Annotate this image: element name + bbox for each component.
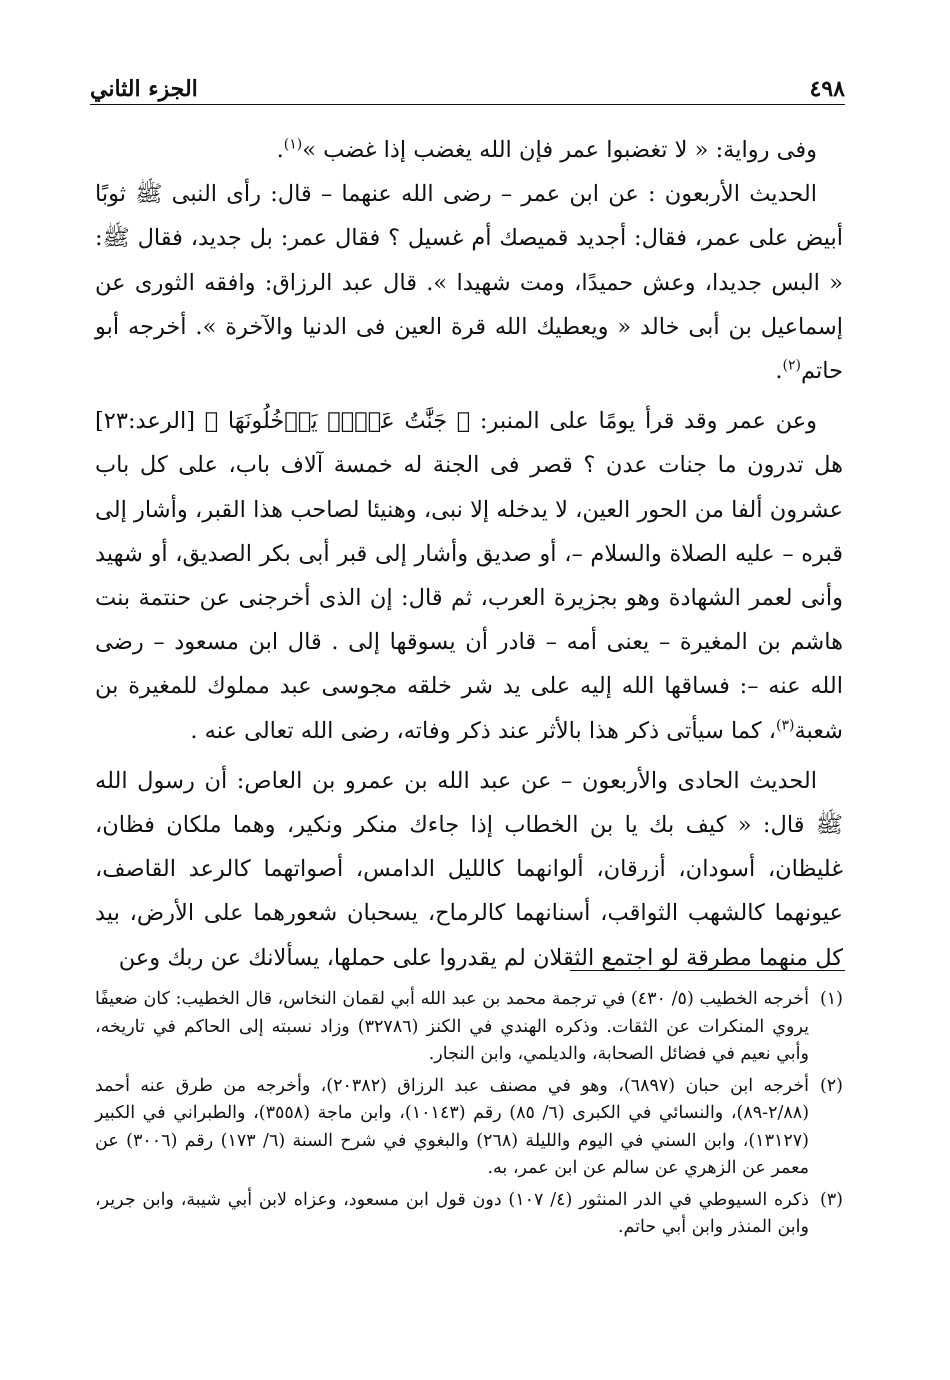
footnote-ref: (٢)	[782, 357, 801, 374]
page-number: ٤٩٨	[809, 76, 845, 102]
paragraph	[95, 759, 843, 980]
paragraph	[95, 399, 843, 753]
header-rule	[90, 104, 845, 105]
footnote-number: (٢)	[819, 1075, 843, 1096]
paragraph-text-after: .	[775, 358, 783, 385]
paragraph-text: وفى رواية: « لا تغضبوا عمر فإن الله يغضب إذا غضب »	[302, 137, 817, 163]
page-header	[90, 62, 845, 102]
footnote	[95, 986, 843, 1069]
main-text	[95, 128, 843, 980]
footnote-number: (٣)	[819, 1189, 843, 1210]
paragraph	[95, 128, 843, 172]
running-title: الجزء الثاني	[90, 76, 198, 102]
footnote	[95, 1187, 843, 1242]
paragraph-text-after: ، كما سيأتى ذكر هذا بالأثر عند ذكر وفاته، رضى الله تعالى عنه .	[190, 717, 776, 744]
footnote-text: ذكره السيوطي في الدر المنثور (٤/ ١٠٧) دون قول ابن مسعود، وعزاه لابن أبي شيبة، وابن جرير، وابن المنذر وابن أبي حاتم.	[95, 1189, 809, 1237]
footnote-rule	[570, 970, 845, 971]
footnote-ref: (٣)	[775, 717, 795, 734]
paragraph-text-after: .	[276, 137, 284, 163]
footnote	[95, 1073, 843, 1183]
paragraph-text: وعن عمر وقد قرأ يومًا على المنبر: ﴿ جَنَّٰتُ عَدۡنٖ يَدۡخُلُونَهَا ﴾ [الرعد:٢٣] هل تدرون ما جنات عدن ؟ قصر فى الجنة له خمسة آلاف باب، على كل باب عشرون ألفا من الحور العين، لا يدخله إلا نبى، وهنيئا لصاحب هذا القبر، وأشار إلى قبره – عليه الصلاة والسلام –، أو صديق وأشار إلى قبر أبى بكر الصديق، أو شهيد وأنى لعمر الشهادة وهو بجزيرة العرب، ثم قال: إن الذى أخرجنى عن حنتمة بنت هاشم بن المغيرة – يعنى أمه – قادر أن يسوقها إلى . قال ابن مسعود – رضى الله عنه –: فساقها الله إليه على يد شر خلقه مجوسى عبد مملوك للمغيرة بن شعبة	[95, 408, 843, 744]
footnotes	[95, 986, 843, 1246]
paragraph-text: الحديث الحادى والأربعون – عن عبد الله بن عمرو بن العاص: أن رسول الله ﷺ قال: « كيف بك يا بن الخطاب إذا جاءك منكر ونكير، وهما ملكان فظان، غليظان، أسودان، أزرقان، ألوانهما كالليل الدامس، أصواتهما كالرعد القاصف، عيونهما كالشهب الثواقب، أسنانهما كالرماح، يسحبان شعورهما على الأرض، بيد كل منهما مطرقة لو اجتمع الثقلان لم يقدروا على حملها، يسألانك عن ربك وعن	[95, 767, 843, 971]
footnote-ref: (١)	[283, 136, 303, 153]
paragraph-text: الحديث الأربعون : عن ابن عمر – رضى الله عنهما – قال: رأى النبى ﷺ ثوبًا أبيض على عمر، فقال: أجديد قميصك أم غسيل ؟ فقال عمر: بل جديد، فقال ﷺ: « البس جديدا، وعش حميدًا، ومت شهيدا ». قال عبد الرزاق: وافقه الثورى عن إسماعيل بن أبى خالد « ويعطيك الله قرة العين فى الدنيا والآخرة ». أخرجه أبو حاتم	[95, 181, 843, 385]
footnote-text: أخرجه الخطيب (٥/ ٤٣٠) في ترجمة محمد بن عبد الله أبي لقمان النخاس، قال الخطيب: كان ضعيفًا يروي المنكرات عن الثقات. وذكره الهندي في الكنز (٣٢٧٨٦) وزاد نسبته إلى الحاكم في تاريخه، وأبي نعيم في فضائل الصحابة، والديلمي، وابن النجار.	[95, 989, 809, 1064]
paragraph	[95, 172, 843, 393]
footnote-text: أخرجه ابن حبان (٦٨٩٧)، وهو في مصنف عبد الرزاق (٢٠٣٨٢)، وأخرجه من طرق عنه أحمد (٢/٨٨-٨٩)، والنسائي في الكبرى (٦/ ٨٥) رقم (١٠١٤٣)، وابن ماجة (٣٥٥٨)، والطبراني في الكبير (١٣١٢٧)، وابن السني في اليوم والليلة (٢٦٨) والبغوي في شرح السنة (٦/ ١٧٣) رقم (٣٠٠٦) عن معمر عن الزهري عن سالم عن ابن عمر، به.	[95, 1075, 810, 1178]
footnote-number: (١)	[819, 989, 843, 1009]
